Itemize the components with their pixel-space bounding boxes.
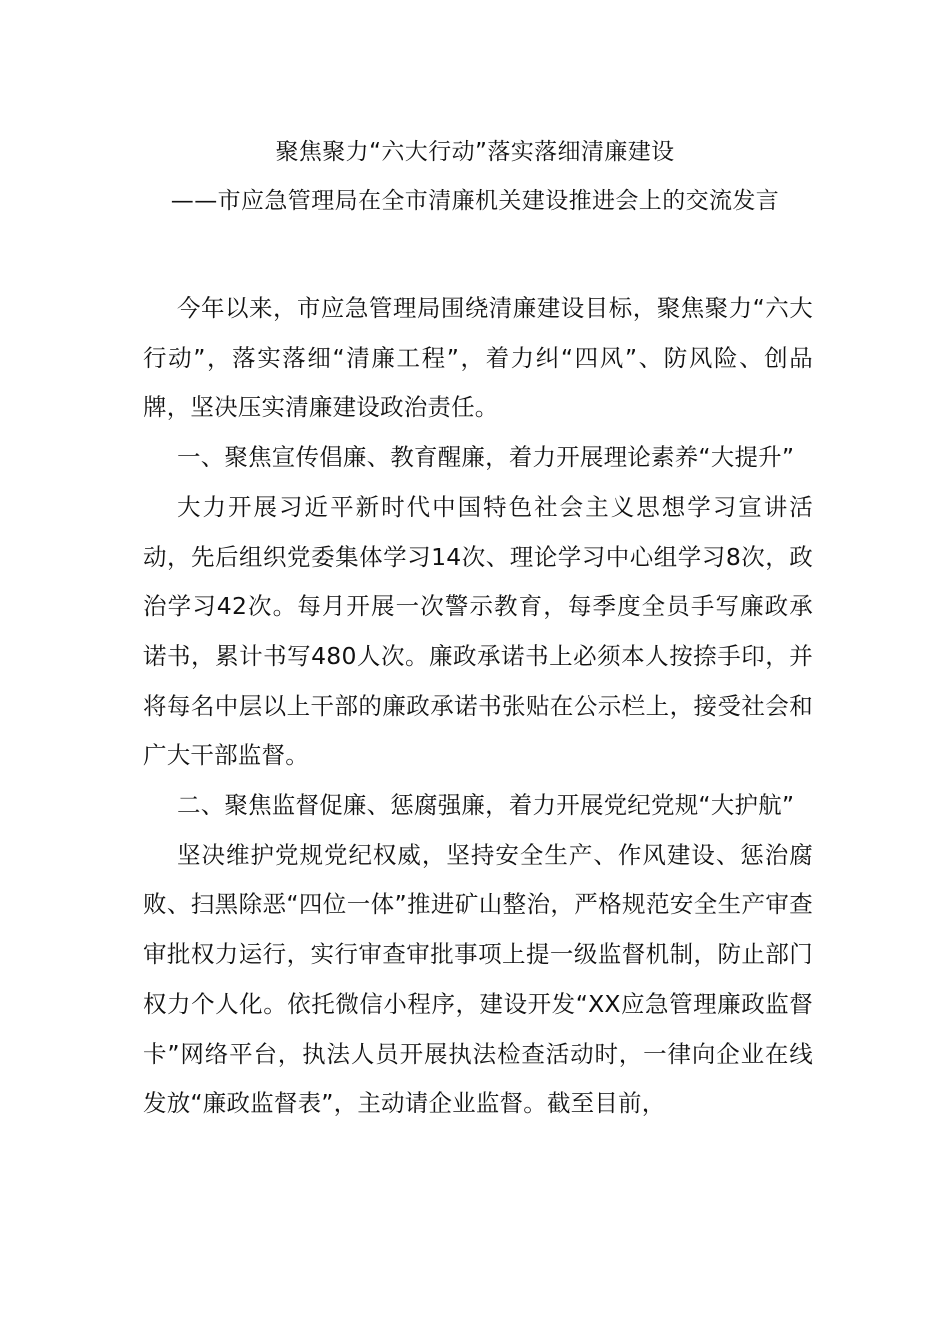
paragraph-section-1: 大力开展习近平新时代中国特色社会主义思想学习宣讲活动，先后组织党委集体学习14次、理论学习中心组学习8次，政治学习42次。每月开展一次警示教育，每季度全员手写廉政承诺书，累计书写480人次。廉政承诺书上必须本人按捺手印，并将每名中层以上干部的廉政承诺书张贴在公示栏上，接受社会和广大干部监督。 [143, 492, 813, 770]
paragraph-intro: 今年以来，市应急管理局围绕清廉建设目标，聚焦聚力“六大行动”，落实落细“清廉工程”，着力纠“四风”、防风险、创品牌，坚决压实清廉建设政治责任。 [143, 294, 813, 422]
section-heading-1: 一、聚焦宣传倡廉、教育醒廉，着力开展理论素养“大提升” [177, 443, 795, 472]
document-body [143, 284, 813, 1129]
document-subtitle: ——市应急管理局在全市清廉机关建设推进会上的交流发言 [170, 188, 780, 214]
section-heading-2: 二、聚焦监督促廉、惩腐强廉，着力开展党纪党规“大护航” [177, 791, 795, 820]
paragraph-section-2: 坚决维护党规党纪权威，坚持安全生产、作风建设、惩治腐败、扫黑除恶“四位一体”推进矿山整治，严格规范安全生产审查审批权力运行，实行审查审批事项上提一级监督机制，防止部门权力个人化。依托微信小程序，建设开发“XX应急管理廉政监督卡”网络平台，执法人员开展执法检查活动时，一律向企业在线发放“廉政监督表”，主动请企业监督。截至目前， [143, 840, 813, 1118]
document-title: 聚焦聚力“六大行动”落实落细清廉建设 [275, 139, 675, 165]
